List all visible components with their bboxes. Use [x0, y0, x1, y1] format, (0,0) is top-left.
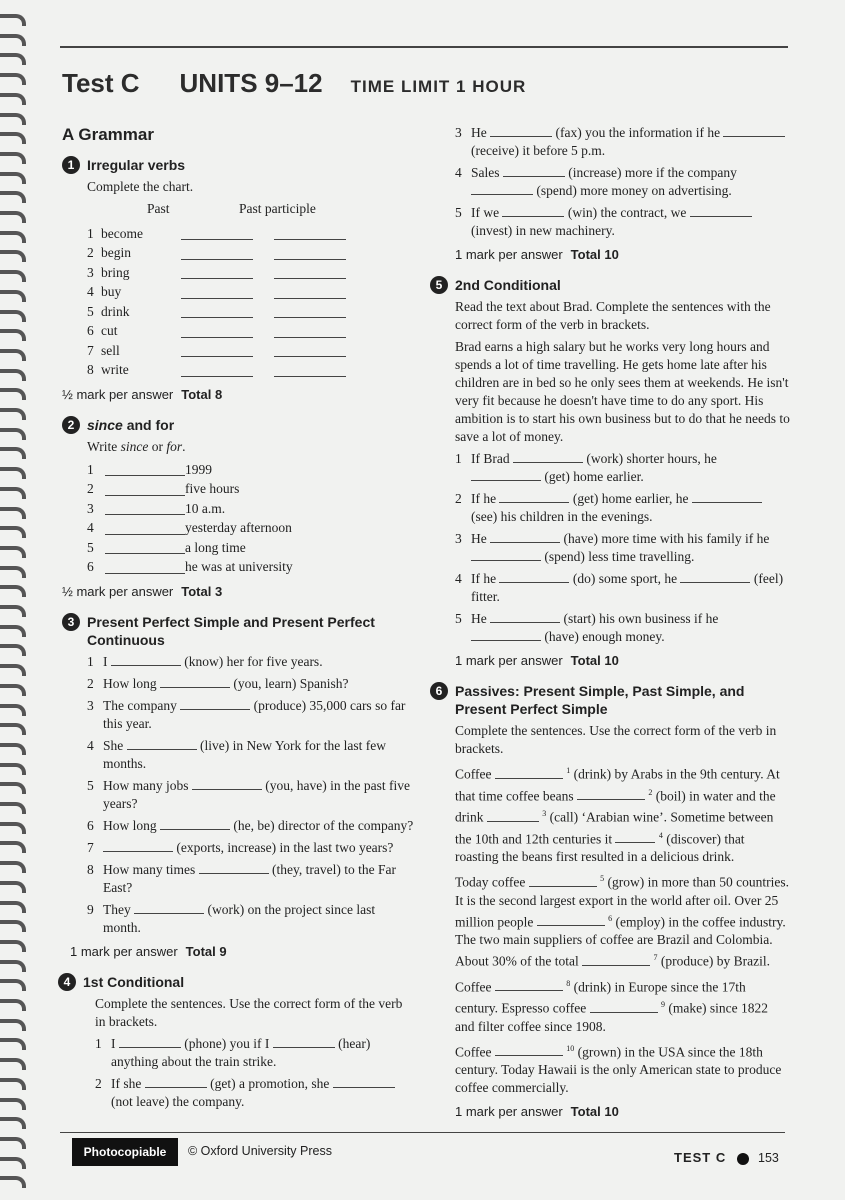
spiral-ring [0, 191, 26, 203]
item-number: 2 [455, 491, 462, 506]
spiral-ring [0, 73, 26, 85]
item-text: If he (get) home earlier, he (see) his children in the evenings. [471, 490, 790, 526]
answer-blank[interactable] [274, 247, 346, 260]
perfect-item [87, 777, 414, 813]
answer-blank[interactable] [181, 344, 253, 357]
spiral-ring [0, 704, 26, 716]
answer-blank[interactable] [503, 164, 565, 177]
item-number: 2 [95, 1076, 102, 1091]
answer-blank[interactable] [471, 548, 541, 561]
answer-blank[interactable] [471, 182, 533, 195]
answer-blank[interactable] [502, 204, 564, 217]
spiral-ring [0, 349, 26, 361]
item-number: 5 [455, 205, 462, 220]
mark-line: ½ mark per answer Total 8 [62, 387, 223, 402]
item-text: The company (produce) 35,000 cars so far this year. [103, 698, 406, 731]
col-past-participle: Past participle [239, 201, 316, 216]
answer-blank[interactable] [180, 697, 250, 710]
section-title: Present Perfect Simple and Present Perfect Continuous [87, 614, 375, 648]
spiral-ring [0, 53, 26, 65]
spiral-ring [0, 172, 26, 184]
item-number: 9 [87, 902, 94, 917]
item-number: 4 [87, 738, 94, 753]
perfect-item [87, 817, 414, 835]
item-text: They (work) on the project since last month. [103, 902, 376, 935]
spiral-ring [0, 566, 26, 578]
answer-blank[interactable] [181, 247, 253, 260]
item-text: How long (you, learn) Spanish? [103, 676, 349, 691]
spiral-ring [0, 113, 26, 125]
instruction: Complete the sentences. Use the correct form of the verb in brackets. [455, 723, 777, 756]
spiral-ring [0, 625, 26, 637]
conditional-item [455, 204, 790, 240]
spiral-ring [0, 841, 26, 853]
item-number: 6 [87, 559, 94, 575]
spiral-ring [0, 467, 26, 479]
spiral-ring [0, 132, 26, 144]
answer-blank[interactable] [181, 286, 253, 299]
spiral-ring [0, 428, 26, 440]
answer-blank[interactable] [160, 817, 230, 830]
second-conditional-list [455, 450, 790, 646]
since-for-row [87, 519, 414, 539]
item-number: 3 [455, 125, 462, 140]
answer-blank[interactable] [181, 227, 253, 240]
perfect-item [87, 737, 414, 773]
answer-blank[interactable] [181, 305, 253, 318]
answer-blank[interactable] [181, 325, 253, 338]
instruction: Complete the chart. [87, 179, 194, 194]
section-1-heading [62, 156, 414, 174]
answer-blank[interactable] [723, 124, 785, 137]
footer-dot [737, 1153, 749, 1165]
spiral-ring [0, 526, 26, 538]
conditional-item [95, 1035, 414, 1071]
answer-blank[interactable] [134, 901, 204, 914]
answer-blank[interactable] [274, 305, 346, 318]
spiral-ring [0, 881, 26, 893]
answer-blank[interactable] [471, 628, 541, 641]
answer-blank[interactable] [274, 325, 346, 338]
time-expression: a long time [185, 539, 246, 555]
verb: write [101, 362, 129, 378]
footer-test-label: TEST C [674, 1150, 727, 1165]
conditional-item [455, 450, 790, 486]
since-for-row [87, 499, 414, 519]
answer-blank[interactable] [274, 266, 346, 279]
answer-blank[interactable] [105, 483, 185, 496]
time-expression: he was at university [185, 559, 293, 575]
spiral-ring [0, 743, 26, 755]
instruction: Read the text about Brad. Complete the sentences with the correct form of the verb in brackets. [455, 299, 771, 332]
test-title: Test C [62, 68, 140, 98]
spiral-ring [0, 1117, 26, 1129]
spiral-ring [0, 408, 26, 420]
answer-blank[interactable] [274, 344, 346, 357]
answer-blank[interactable] [274, 286, 346, 299]
spiral-ring [0, 250, 26, 262]
verb: buy [101, 284, 122, 300]
answer-blank[interactable] [490, 124, 552, 137]
spiral-ring [0, 447, 26, 459]
spiral-ring [0, 507, 26, 519]
item-text: I (know) her for five years. [103, 654, 323, 669]
item-number: 1 [455, 451, 462, 466]
item-text: How long (he, be) director of the company? [103, 818, 414, 833]
spiral-ring [0, 1098, 26, 1110]
item-text: He (start) his own business if he (have) enough money. [471, 611, 719, 644]
item-text: Sales (increase) more if the company (spend) more money on advertising. [471, 165, 737, 198]
verb: drink [101, 303, 130, 319]
item-number: 1 [95, 1036, 102, 1051]
section-number: 4 [58, 973, 76, 991]
spiral-ring [0, 388, 26, 400]
perfect-item [87, 901, 414, 937]
answer-blank[interactable] [199, 861, 269, 874]
spiral-ring [0, 684, 26, 696]
since-for-list [87, 460, 414, 577]
answer-blank[interactable] [274, 227, 346, 240]
brad-text: Brad earns a high salary but he works very long hours and spends a lot of time travelling. He gets home late after his children are in bed so he only sees them at weekends. He isn't very fit because he doesn't have time to do any sport. His ambition is to start his own business but to do that he needs to save a lot of money. [455, 339, 790, 444]
item-number: 4 [87, 284, 94, 300]
section-a-heading: A Grammar [62, 125, 154, 144]
spiral-ring [0, 231, 26, 243]
mark-line: 1 mark per answer Total 10 [455, 653, 619, 668]
answer-blank[interactable] [119, 1035, 181, 1048]
since-for-row [87, 480, 414, 500]
item-number: 1 [87, 654, 94, 669]
verb-row [87, 341, 414, 361]
spiral-ring [0, 1157, 26, 1169]
item-number: 4 [455, 571, 462, 586]
publisher-credit: © Oxford University Press [188, 1144, 332, 1158]
answer-blank[interactable] [499, 490, 569, 503]
spiral-ring [0, 14, 26, 26]
answer-blank[interactable] [499, 570, 569, 583]
spiral-ring [0, 979, 26, 991]
verb: become [101, 225, 143, 241]
item-number: 3 [87, 698, 94, 713]
col-past: Past [147, 201, 170, 216]
photocopiable-badge: Photocopiable [72, 1138, 178, 1166]
time-expression: 1999 [185, 461, 212, 477]
section-title: Passives: Present Simple, Past Simple, and Present Perfect Simple [455, 683, 745, 717]
section-3-heading [62, 613, 414, 649]
answer-blank[interactable] [105, 502, 185, 515]
item-text: He (fax) you the information if he (receive) it before 5 p.m. [471, 124, 790, 160]
perfect-list [87, 653, 414, 937]
perfect-item [87, 653, 414, 671]
spiral-ring [0, 940, 26, 952]
spiral-ring [0, 270, 26, 282]
item-text: If he (do) some sport, he (feel) fitter. [471, 571, 784, 604]
conditional-list-cont [455, 124, 790, 240]
answer-blank[interactable] [192, 777, 262, 790]
spiral-ring [0, 1038, 26, 1050]
conditional-item [95, 1075, 414, 1111]
answer-blank[interactable] [490, 610, 560, 623]
page-number: 153 [758, 1151, 779, 1165]
time-limit: TIME LIMIT 1 HOUR [350, 77, 527, 96]
verb-row [87, 322, 414, 342]
since-for-row [87, 460, 414, 480]
section-6-heading [430, 682, 790, 718]
spiral-ring [0, 664, 26, 676]
section-2-heading [62, 416, 414, 434]
spiral-ring [0, 999, 26, 1011]
item-number: 7 [87, 342, 94, 358]
item-number: 3 [87, 500, 94, 516]
verb: bring [101, 264, 130, 280]
item-text: She (live) in New York for the last few months. [103, 738, 386, 771]
answer-blank[interactable] [111, 653, 181, 666]
item-number: 2 [87, 676, 94, 691]
verb-row [87, 224, 414, 244]
since-for-row [87, 558, 414, 578]
perfect-item [87, 861, 414, 897]
item-number: 3 [455, 531, 462, 546]
spiral-ring [0, 487, 26, 499]
spiral-ring [0, 1176, 26, 1188]
item-number: 1 [87, 225, 94, 241]
spiral-ring [0, 211, 26, 223]
answer-blank[interactable] [692, 490, 762, 503]
conditional-item [455, 570, 790, 606]
answer-blank[interactable] [471, 468, 541, 481]
since-for-row [87, 538, 414, 558]
item-text: I (phone) you if I (hear) anything about the train strike. [111, 1036, 371, 1069]
spiral-ring [0, 290, 26, 302]
perfect-item [87, 697, 414, 733]
units-title: UNITS 9–12 [179, 68, 323, 98]
coffee-para-2: Today coffee $^5$ (grow) in more than 50 countries. It is the second largest export in the world after oil. Over 25 million people $^6$ (employ) in the coffee industry. The two main suppliers of coffee are Brazil and Colombia. About 30% of the total $^7$ (produce) by Brazil. [455, 874, 789, 969]
spiral-ring [0, 585, 26, 597]
time-expression: 10 a.m. [185, 500, 226, 516]
spiral-ring [0, 1137, 26, 1149]
answer-blank[interactable] [680, 570, 750, 583]
spiral-ring [0, 920, 26, 932]
item-number: 4 [87, 520, 94, 536]
spiral-ring [0, 861, 26, 873]
answer-blank[interactable] [105, 561, 185, 574]
section-number: 5 [430, 276, 448, 294]
instruction: Complete the sentences. Use the correct form of the verb in brackets. [95, 996, 403, 1029]
spiral-ring [0, 723, 26, 735]
spiral-ring [0, 605, 26, 617]
perfect-item [87, 675, 414, 693]
item-number: 5 [87, 303, 94, 319]
verb-chart [87, 224, 414, 380]
conditional-item [455, 164, 790, 200]
item-number: 7 [87, 840, 94, 855]
section-number: 3 [62, 613, 80, 631]
left-column [62, 126, 414, 1115]
spiral-ring [0, 782, 26, 794]
answer-blank[interactable] [181, 364, 253, 377]
conditional-item [455, 530, 790, 566]
conditional-item [455, 124, 790, 160]
item-text: If we (win) the contract, we (invest) in new machinery. [471, 204, 790, 240]
spiral-ring [0, 310, 26, 322]
item-number: 5 [87, 778, 94, 793]
item-text: How many times (they, travel) to the Far East? [103, 862, 396, 895]
item-number: 6 [87, 323, 94, 339]
time-expression: five hours [185, 481, 240, 497]
spiral-ring [0, 901, 26, 913]
item-number: 5 [87, 539, 94, 555]
item-number: 8 [87, 362, 94, 378]
section-title: 1st Conditional [83, 974, 185, 990]
answer-blank[interactable] [490, 530, 560, 543]
conditional-item [455, 490, 790, 526]
answer-blank[interactable] [690, 204, 752, 217]
spiral-ring [0, 369, 26, 381]
conditional-item [455, 610, 790, 646]
spiral-ring [0, 1058, 26, 1070]
answer-blank[interactable] [181, 266, 253, 279]
verb-row [87, 361, 414, 381]
item-number: 6 [87, 818, 94, 833]
verb-row [87, 244, 414, 264]
item-text: How many jobs (you, have) in the past five years? [103, 778, 410, 811]
spiral-ring [0, 960, 26, 972]
answer-blank[interactable] [274, 364, 346, 377]
mark-line: ½ mark per answer Total 3 [62, 584, 223, 599]
spiral-ring [0, 822, 26, 834]
item-text: If Brad (work) shorter hours, he (get) home earlier. [471, 451, 717, 484]
item-text: If she (get) a promotion, she (not leave) the company. [111, 1075, 414, 1111]
spiral-ring [0, 93, 26, 105]
conditional-list [95, 1035, 414, 1111]
item-number: 1 [87, 461, 94, 477]
answer-blank[interactable] [103, 839, 173, 852]
item-number: 5 [455, 611, 462, 626]
verb: begin [101, 245, 131, 261]
spiral-ring [0, 546, 26, 558]
section-number: 6 [430, 682, 448, 700]
item-text: He (have) more time with his family if he (spend) less time travelling. [471, 531, 770, 564]
top-rule [60, 46, 788, 48]
spiral-ring [0, 152, 26, 164]
spiral-binding [0, 0, 30, 1200]
mark-line: 1 mark per answer Total 10 [455, 247, 619, 262]
coffee-para-4: Coffee $^{10}$ (grown) in the USA since the 18th century. Today Hawaii is the only American state to produce coffee commercially. [455, 1043, 782, 1095]
instruction: Write since or for. [87, 439, 186, 454]
coffee-para-1: Coffee $^1$ (drink) by Arabs in the 9th century. At that time coffee beans $^2$ (boil) in water and the drink $^3$ (call) ‘Arabian wine’. Sometime between the 10th and 12th centuries it $^4$ (discover) that roasting the beans first resulted in a delicious drink. [455, 766, 780, 864]
mark-line: 1 mark per answer Total 10 [455, 1104, 619, 1119]
answer-blank[interactable] [105, 463, 185, 476]
verb-row [87, 283, 414, 303]
page-header [62, 68, 526, 99]
item-text: (exports, increase) in the last two years? [103, 839, 414, 857]
item-number: 2 [87, 245, 94, 261]
coffee-para-3: Coffee $^8$ (drink) in Europe since the 17th century. Espresso coffee $^9$ (make) since 1822 and filter coffee since 1908. [455, 978, 769, 1034]
verb-row [87, 263, 414, 283]
spiral-ring [0, 802, 26, 814]
answer-blank[interactable] [333, 1075, 395, 1088]
spiral-ring [0, 763, 26, 775]
spiral-ring [0, 34, 26, 46]
section-number: 2 [62, 416, 80, 434]
section-number: 1 [62, 156, 80, 174]
item-number: 3 [87, 264, 94, 280]
section-title: 2nd Conditional [455, 277, 561, 293]
answer-blank[interactable] [127, 737, 197, 750]
answer-blank[interactable] [513, 450, 583, 463]
spiral-ring [0, 644, 26, 656]
item-number: 4 [455, 165, 462, 180]
perfect-item [87, 839, 414, 857]
answer-blank[interactable] [273, 1035, 335, 1048]
answer-blank[interactable] [105, 541, 185, 554]
section-title: Irregular verbs [87, 157, 186, 173]
chart-header [147, 200, 414, 218]
footer-rule [60, 1132, 785, 1133]
verb: cut [101, 323, 118, 339]
verb-row [87, 302, 414, 322]
spiral-ring [0, 329, 26, 341]
answer-blank[interactable] [145, 1075, 207, 1088]
section-title: since and for [87, 417, 175, 433]
item-number: 2 [87, 481, 94, 497]
spiral-ring [0, 1019, 26, 1031]
mark-line: 1 mark per answer Total 9 [70, 944, 227, 959]
spiral-ring [0, 1078, 26, 1090]
section-5-heading [430, 276, 790, 294]
answer-blank[interactable] [105, 522, 185, 535]
answer-blank[interactable] [160, 675, 230, 688]
right-column [435, 122, 790, 1133]
time-expression: yesterday afternoon [185, 520, 292, 536]
verb: sell [101, 342, 120, 358]
section-4-heading [58, 973, 414, 991]
item-number: 8 [87, 862, 94, 877]
